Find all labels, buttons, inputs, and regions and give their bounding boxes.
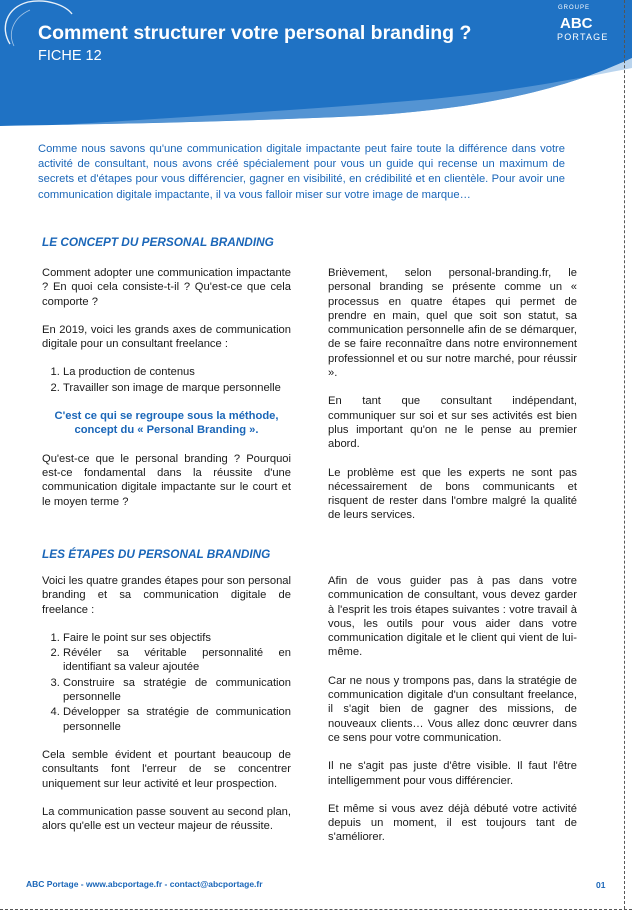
etapes-left-column: [42, 574, 291, 847]
list-item: 1. La production de contenus: [63, 365, 291, 379]
page-number: 01: [596, 880, 606, 890]
section-heading-concept: LE CONCEPT DU PERSONAL BRANDING: [42, 235, 274, 249]
paragraph: Et même si vous avez déjà débuté votre activité depuis un moment, il est toujours tant de s'améliorer.: [328, 802, 577, 844]
paragraph: En tant que consultant indépendant, communiquer sur soi et sur ses activités est bien plus important qu'on ne le pense au premier abord.: [328, 395, 577, 451]
steps-list: [42, 631, 291, 734]
paragraph: Il ne s'agit pas juste d'être visible. Il faut l'être intelligemment pour vous différencier.: [328, 760, 577, 787]
concept-right-column: [328, 266, 577, 537]
abc-portage-logo: [0, 0, 76, 48]
trim-line-bottom: [0, 909, 632, 910]
axes-list: [42, 365, 291, 395]
etapes-right-column: [328, 574, 577, 859]
page-subtitle: FICHE 12: [38, 48, 102, 64]
list-item: 2. Travailler son image de marque personnelle: [63, 381, 291, 395]
logo-text-main: ABC: [560, 15, 593, 32]
header-banner: [0, 0, 632, 126]
list-item: 4. Développer sa stratégie de communication personnelle: [63, 705, 291, 734]
list-item: 1. Faire le point sur ses objectifs: [63, 631, 291, 645]
paragraph: Voici les quatre grandes étapes pour son personal branding et sa communication digitale de freelance :: [42, 575, 291, 616]
paragraph: Cela semble évident et pourtant beaucoup de consultants font l'erreur de se concentrer uniquement sur leur activité et leur prospection.: [42, 748, 291, 790]
section-heading-etapes: LES ÉTAPES DU PERSONAL BRANDING: [42, 547, 271, 561]
concept-left-column: [42, 266, 291, 523]
paragraph: Le problème est que les experts ne sont pas nécessairement de bons communicants et risquent de rester dans l'ombre malgré la qualité de leurs services.: [328, 466, 577, 522]
logo-text-portage: PORTAGE: [557, 32, 609, 42]
paragraph: Afin de vous guider pas à pas dans votre communication de consultant, vous devez garder à l'esprit les trois étapes suivantes : votre travail à vous, les outils pour vous aider dans votre communication digitale et le client qui vient de lui-même.: [328, 575, 577, 659]
trim-line-right: [624, 0, 625, 909]
emphasis-text: C'est ce qui se regroupe sous la méthode, concept du « Personal Branding ».: [54, 410, 279, 437]
intro-paragraph: Comme nous savons qu'une communication digitale impactante peut faire toute la différence dans votre activité de consultant, nous avons créé spécialement pour vous un guide qui recense un maximum de secrets et d'étapes pour vous différencier, gagner en visibilité, en crédibilité et en clientèle. Pour avoir une communication digitale impactante, il va vous falloir miser sur votre image de marque…: [38, 143, 565, 201]
logo-text-groupe: GROUPE: [558, 5, 591, 11]
paragraph: Brièvement, selon personal-branding.fr, le personal branding se présente comme un « processus en quatre étapes qui permet de prendre en main, quel que soit son statut, sa communication personnelle afin de se démarquer, de se faire reconnaître dans notre environnement professionnel et ou sur notre marché, pour réussir ».: [328, 267, 577, 380]
list-item: 3. Construire sa stratégie de communication personnelle: [63, 676, 291, 705]
list-item: 2. Révéler sa véritable personnalité en identifiant sa valeur ajoutée: [63, 646, 291, 675]
paragraph: La communication passe souvent au second plan, alors qu'elle est un vecteur majeur de réussite.: [42, 805, 291, 833]
page-title: Comment structurer votre personal branding ?: [38, 22, 472, 44]
paragraph: Qu'est-ce que le personal branding ? Pourquoi est-ce fondamental dans la réussite d'une communication digitale impactante sur le court et le moyen terme ?: [42, 452, 291, 508]
paragraph: Car ne nous y trompons pas, dans la stratégie de communication digitale d'un consultant freelance, il s'agit bien de gagner des missions, de nouveaux clients… Vous allez donc œuvrer dans ce sens pour votre communication.: [328, 674, 577, 744]
paragraph: En 2019, voici les grands axes de communication digitale pour un consultant freelance :: [42, 323, 291, 351]
paragraph: Comment adopter une communication impactante ? En quoi cela consiste-t-il ? Qu'est-ce que cela comporte ?: [42, 267, 291, 308]
footer-contact: ABC Portage - www.abcportage.fr - contact@abcportage.fr: [26, 879, 263, 889]
